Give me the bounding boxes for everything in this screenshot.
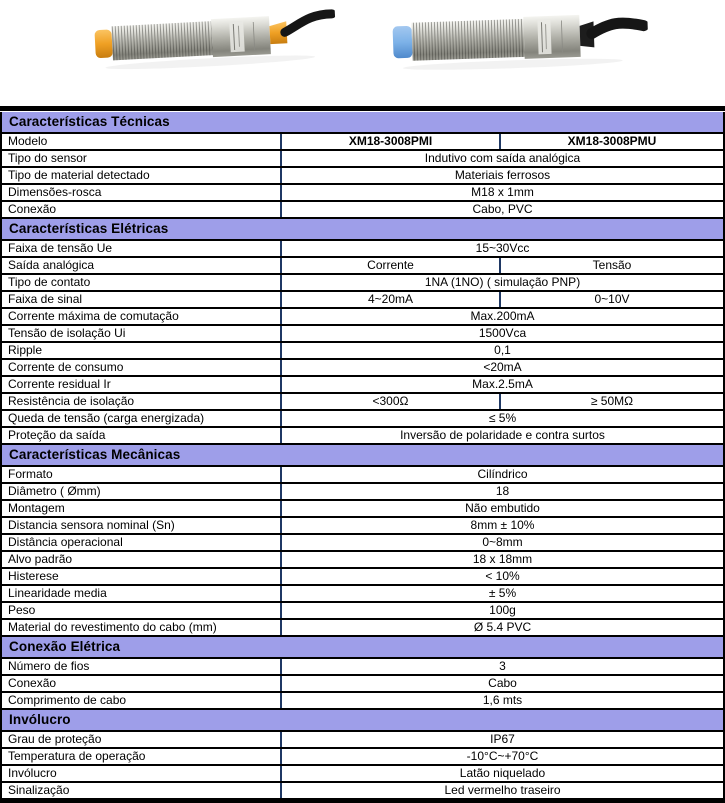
row-value: <20mA	[483, 360, 522, 374]
table-row	[2, 501, 723, 518]
row-value: XM18-3008PMI	[282, 134, 501, 149]
table-row	[2, 732, 723, 749]
row-value: 4~20mA	[282, 292, 501, 307]
table-row	[2, 693, 723, 710]
row-value: 100g	[489, 603, 516, 617]
row-label: Distancia sensora nominal (Sn)	[2, 518, 282, 533]
row-label: Formato	[2, 467, 282, 482]
row-value: 18 x 18mm	[472, 552, 533, 566]
row-value: XM18-3008PMU	[567, 134, 657, 148]
table-row	[2, 603, 723, 620]
row-label: Tipo de material detectado	[2, 168, 282, 183]
row-label: Tensão de isolação Ui	[2, 326, 282, 341]
table-row	[2, 518, 723, 535]
row-value: Latão niquelado	[459, 766, 546, 780]
row-label: Material do revestimento do cabo (mm)	[2, 620, 282, 635]
row-label: Tipo de contato	[2, 275, 282, 290]
table-row	[2, 151, 723, 168]
product-photo-xm18-3008pmu	[391, 2, 649, 75]
table-row	[2, 185, 723, 202]
row-label: Montagem	[2, 501, 282, 516]
row-value: Não embutido	[465, 501, 540, 515]
row-value: IP67	[490, 732, 515, 746]
row-label: Tipo do sensor	[2, 151, 282, 166]
product-photo-xm18-3008pmi	[93, 2, 338, 75]
table-row	[2, 411, 723, 428]
row-value: M18 x 1mm	[471, 185, 534, 199]
table-row	[2, 766, 723, 783]
row-value: Led vermelho traseiro	[444, 783, 561, 797]
row-value: 15~30Vcc	[475, 241, 530, 255]
row-label: Modelo	[2, 134, 282, 149]
table-top-bar	[0, 106, 725, 111]
row-value: Corrente	[282, 258, 501, 273]
row-value: ≥ 50MΩ	[590, 394, 634, 408]
row-label: Grau de proteção	[2, 732, 282, 747]
row-label: Corrente residual Ir	[2, 377, 282, 392]
row-label: Temperatura de operação	[2, 749, 282, 764]
row-label: Ripple	[2, 343, 282, 358]
row-value: 1,6 mts	[482, 693, 523, 707]
row-value: Max.2.5mA	[472, 377, 533, 391]
table-row	[2, 360, 723, 377]
table-row	[2, 586, 723, 603]
row-label: Conexão	[2, 676, 282, 691]
row-value: -10°C~+70°C	[466, 749, 539, 763]
row-label: Conexão	[2, 202, 282, 217]
row-value: Max.200mA	[470, 309, 535, 323]
sensor-collar-label	[211, 16, 271, 57]
table-row	[2, 749, 723, 766]
section-header: Conexão Elétrica	[2, 637, 723, 659]
row-label: Sinalização	[2, 783, 282, 798]
section-header: Invólucro	[2, 710, 723, 732]
row-label: Invólucro	[2, 766, 282, 781]
row-label: Linearidade media	[2, 586, 282, 601]
row-label: Corrente de consumo	[2, 360, 282, 375]
row-value: Inversão de polaridade e contra surtos	[400, 428, 605, 442]
sensor-face-cap	[393, 26, 413, 59]
row-label: Peso	[2, 603, 282, 618]
row-label: Faixa de tensão Ue	[2, 241, 282, 256]
row-value: ≤ 5%	[488, 411, 517, 425]
row-label: Dimensões-rosca	[2, 185, 282, 200]
row-label: Comprimento de cabo	[2, 693, 282, 708]
spec-table	[0, 112, 725, 803]
row-value: Tensão	[592, 258, 632, 272]
sensor-threaded-body	[111, 21, 213, 60]
section-header: Características Técnicas	[2, 112, 723, 134]
row-label: Diâmetro ( Ømm)	[2, 484, 282, 499]
row-label: Proteção da saída	[2, 428, 282, 443]
table-row	[2, 258, 723, 275]
table-row	[2, 292, 723, 309]
row-value: ± 5%	[488, 586, 517, 600]
sensor-threaded-body	[411, 19, 524, 61]
table-row	[2, 134, 723, 151]
table-row	[2, 484, 723, 501]
table-row	[2, 620, 723, 637]
product-photos	[0, 0, 725, 106]
table-row	[2, 275, 723, 292]
table-row	[2, 241, 723, 258]
table-row	[2, 377, 723, 394]
row-value: 18	[495, 484, 510, 498]
row-label: Resistência de isolação	[2, 394, 282, 409]
table-row	[2, 535, 723, 552]
row-value: <300Ω	[282, 394, 501, 409]
row-value: Indutivo com saída analógica	[424, 151, 581, 165]
table-row	[2, 428, 723, 445]
sensor-face-cap	[94, 29, 112, 58]
table-row	[2, 467, 723, 484]
table-row	[2, 394, 723, 411]
section-header: Características Mecânicas	[2, 445, 723, 467]
row-label: Histerese	[2, 569, 282, 584]
table-row	[2, 783, 723, 800]
row-value: 3	[499, 659, 506, 673]
table-row	[2, 202, 723, 219]
table-row	[2, 676, 723, 693]
table-row	[2, 309, 723, 326]
row-value: Cabo	[488, 676, 517, 690]
row-label: Número de fios	[2, 659, 282, 674]
row-value: 0~10V	[594, 292, 630, 306]
row-label: Faixa de sinal	[2, 292, 282, 307]
table-row	[2, 326, 723, 343]
row-label: Saída analógica	[2, 258, 282, 273]
table-row	[2, 552, 723, 569]
row-value: 1NA (1NO) ( simulação PNP)	[424, 275, 581, 289]
table-row	[2, 343, 723, 360]
row-value: 0~8mm	[482, 535, 523, 549]
row-value: Ø 5.4 PVC	[473, 620, 532, 634]
row-label: Queda de tensão (carga energizada)	[2, 411, 282, 426]
table-row	[2, 659, 723, 676]
row-label: Alvo padrão	[2, 552, 282, 567]
row-value: 8mm ± 10%	[470, 518, 535, 532]
row-value: Cabo, PVC	[472, 202, 533, 216]
table-row	[2, 569, 723, 586]
row-value: Materiais ferrosos	[454, 168, 551, 182]
section-header: Características Elétricas	[2, 219, 723, 241]
table-row	[2, 168, 723, 185]
row-label: Corrente máxima de comutação	[2, 309, 282, 324]
sensor-collar-label	[523, 15, 580, 59]
row-value: 1500Vca	[478, 326, 527, 340]
sensor-cable	[284, 14, 333, 33]
sensor-cable	[592, 22, 644, 33]
row-label: Distância operacional	[2, 535, 282, 550]
row-value: 0,1	[494, 343, 511, 357]
row-value: Cilíndrico	[477, 467, 528, 481]
row-value: < 10%	[485, 569, 520, 583]
